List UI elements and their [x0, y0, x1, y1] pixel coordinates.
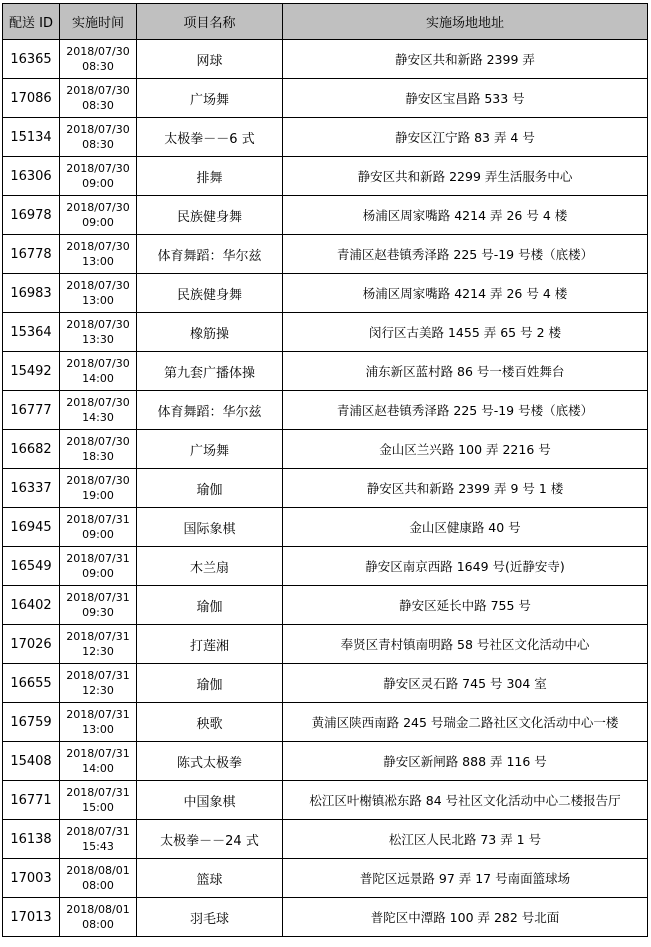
cell-time	[60, 352, 137, 391]
cell-address: 杨浦区周家嘴路 4214 弄 26 号 4 楼	[283, 274, 648, 313]
cell-name: 打莲湘	[137, 625, 283, 664]
cell-address: 松江区叶榭镇凇东路 84 号社区文化活动中心二楼报告厅	[283, 781, 648, 820]
table-row	[3, 157, 648, 196]
cell-name: 瑜伽	[137, 586, 283, 625]
cell-clock: 09:00	[82, 216, 114, 229]
cell-name: 体育舞蹈：华尔兹	[137, 235, 283, 274]
header-id: 配送 ID	[3, 4, 60, 40]
cell-date: 2018/07/30	[66, 318, 130, 331]
cell-clock: 08:30	[82, 60, 114, 73]
cell-address: 黄浦区陕西南路 245 号瑞金二路社区文化活动中心一楼	[283, 703, 648, 742]
table-row	[3, 40, 648, 79]
cell-name: 陈式太极拳	[137, 742, 283, 781]
cell-date: 2018/07/31	[66, 708, 130, 721]
table-row	[3, 820, 648, 859]
cell-clock: 14:00	[82, 372, 114, 385]
cell-address: 静安区共和新路 2399 弄	[283, 40, 648, 79]
cell-date: 2018/08/01	[66, 864, 130, 877]
cell-name: 体育舞蹈：华尔兹	[137, 391, 283, 430]
cell-clock: 12:30	[82, 684, 114, 697]
cell-time	[60, 391, 137, 430]
cell-name: 秧歌	[137, 703, 283, 742]
cell-date: 2018/07/31	[66, 825, 130, 838]
cell-date: 2018/07/31	[66, 786, 130, 799]
table-row	[3, 352, 648, 391]
table-row	[3, 274, 648, 313]
cell-clock: 13:00	[82, 255, 114, 268]
cell-address: 普陀区中潭路 100 弄 282 号北面	[283, 898, 648, 937]
cell-time	[60, 703, 137, 742]
cell-time	[60, 625, 137, 664]
cell-time	[60, 820, 137, 859]
cell-time	[60, 313, 137, 352]
cell-clock: 13:30	[82, 333, 114, 346]
cell-address: 闵行区古美路 1455 弄 65 号 2 楼	[283, 313, 648, 352]
cell-address: 青浦区赵巷镇秀泽路 225 号-19 号楼（底楼）	[283, 235, 648, 274]
cell-name: 羽毛球	[137, 898, 283, 937]
schedule-table	[2, 3, 648, 937]
table-row	[3, 196, 648, 235]
cell-name: 木兰扇	[137, 547, 283, 586]
cell-address: 静安区宝昌路 533 号	[283, 79, 648, 118]
cell-name: 太极拳－－6 式	[137, 118, 283, 157]
cell-id: 16682	[3, 430, 60, 469]
table-row	[3, 859, 648, 898]
cell-date: 2018/07/30	[66, 162, 130, 175]
cell-id: 16138	[3, 820, 60, 859]
cell-id: 17026	[3, 625, 60, 664]
cell-name: 国际象棋	[137, 508, 283, 547]
cell-id: 17086	[3, 79, 60, 118]
table-row	[3, 313, 648, 352]
cell-date: 2018/07/30	[66, 45, 130, 58]
cell-name: 网球	[137, 40, 283, 79]
cell-time	[60, 586, 137, 625]
cell-clock: 08:00	[82, 879, 114, 892]
cell-id: 16983	[3, 274, 60, 313]
cell-time	[60, 508, 137, 547]
cell-time	[60, 196, 137, 235]
cell-name: 第九套广播体操	[137, 352, 283, 391]
cell-time	[60, 235, 137, 274]
cell-clock: 09:00	[82, 177, 114, 190]
cell-address: 静安区灵石路 745 号 304 室	[283, 664, 648, 703]
cell-address: 静安区共和新路 2299 弄生活服务中心	[283, 157, 648, 196]
cell-date: 2018/07/31	[66, 552, 130, 565]
cell-date: 2018/07/30	[66, 435, 130, 448]
cell-name: 排舞	[137, 157, 283, 196]
cell-address: 松江区人民北路 73 弄 1 号	[283, 820, 648, 859]
cell-clock: 08:30	[82, 99, 114, 112]
cell-time	[60, 430, 137, 469]
cell-address: 金山区兰兴路 100 弄 2216 号	[283, 430, 648, 469]
cell-date: 2018/07/31	[66, 630, 130, 643]
cell-time	[60, 664, 137, 703]
header-row	[3, 4, 648, 40]
cell-time	[60, 898, 137, 937]
cell-date: 2018/07/30	[66, 123, 130, 136]
cell-id: 16771	[3, 781, 60, 820]
cell-address: 奉贤区青村镇南明路 58 号社区文化活动中心	[283, 625, 648, 664]
table-row	[3, 118, 648, 157]
cell-id: 16337	[3, 469, 60, 508]
cell-clock: 12:30	[82, 645, 114, 658]
cell-name: 广场舞	[137, 430, 283, 469]
cell-clock: 18:30	[82, 450, 114, 463]
cell-address: 青浦区赵巷镇秀泽路 225 号-19 号楼（底楼）	[283, 391, 648, 430]
table-row	[3, 235, 648, 274]
cell-time	[60, 781, 137, 820]
cell-address: 静安区延长中路 755 号	[283, 586, 648, 625]
cell-name: 民族健身舞	[137, 196, 283, 235]
table-row	[3, 898, 648, 937]
cell-clock: 08:30	[82, 138, 114, 151]
cell-id: 15364	[3, 313, 60, 352]
cell-date: 2018/07/31	[66, 747, 130, 760]
cell-time	[60, 274, 137, 313]
table-body	[3, 40, 648, 937]
cell-id: 16549	[3, 547, 60, 586]
cell-clock: 09:00	[82, 528, 114, 541]
cell-clock: 15:43	[82, 840, 114, 853]
cell-date: 2018/07/31	[66, 591, 130, 604]
header-name: 项目名称	[137, 4, 283, 40]
cell-id: 16778	[3, 235, 60, 274]
cell-name: 民族健身舞	[137, 274, 283, 313]
cell-address: 杨浦区周家嘴路 4214 弄 26 号 4 楼	[283, 196, 648, 235]
cell-date: 2018/07/30	[66, 240, 130, 253]
cell-clock: 09:00	[82, 567, 114, 580]
cell-time	[60, 40, 137, 79]
cell-time	[60, 547, 137, 586]
cell-time	[60, 157, 137, 196]
table-row	[3, 391, 648, 430]
cell-date: 2018/07/30	[66, 84, 130, 97]
table-row	[3, 469, 648, 508]
cell-id: 16655	[3, 664, 60, 703]
cell-clock: 13:00	[82, 723, 114, 736]
cell-name: 广场舞	[137, 79, 283, 118]
cell-id: 16978	[3, 196, 60, 235]
cell-id: 17013	[3, 898, 60, 937]
cell-date: 2018/07/30	[66, 201, 130, 214]
cell-address: 静安区共和新路 2399 弄 9 号 1 楼	[283, 469, 648, 508]
cell-clock: 19:00	[82, 489, 114, 502]
cell-address: 静安区新闸路 888 弄 116 号	[283, 742, 648, 781]
cell-time	[60, 742, 137, 781]
cell-id: 16945	[3, 508, 60, 547]
cell-id: 15408	[3, 742, 60, 781]
cell-date: 2018/07/30	[66, 396, 130, 409]
cell-date: 2018/08/01	[66, 903, 130, 916]
cell-clock: 14:00	[82, 762, 114, 775]
cell-id: 16759	[3, 703, 60, 742]
cell-id: 17003	[3, 859, 60, 898]
table-row	[3, 79, 648, 118]
cell-name: 太极拳－－24 式	[137, 820, 283, 859]
cell-address: 静安区江宁路 83 弄 4 号	[283, 118, 648, 157]
cell-clock: 09:30	[82, 606, 114, 619]
cell-date: 2018/07/30	[66, 474, 130, 487]
table-row	[3, 781, 648, 820]
cell-date: 2018/07/31	[66, 669, 130, 682]
cell-id: 16777	[3, 391, 60, 430]
cell-name: 瑜伽	[137, 664, 283, 703]
cell-id: 16365	[3, 40, 60, 79]
cell-name: 篮球	[137, 859, 283, 898]
cell-address: 浦东新区蓝村路 86 号一楼百姓舞台	[283, 352, 648, 391]
table-row	[3, 586, 648, 625]
cell-name: 中国象棋	[137, 781, 283, 820]
cell-address: 静安区南京西路 1649 号(近静安寺)	[283, 547, 648, 586]
cell-time	[60, 79, 137, 118]
table-row	[3, 625, 648, 664]
cell-address: 金山区健康路 40 号	[283, 508, 648, 547]
cell-time	[60, 118, 137, 157]
cell-date: 2018/07/31	[66, 513, 130, 526]
cell-clock: 15:00	[82, 801, 114, 814]
table-row	[3, 547, 648, 586]
table-row	[3, 703, 648, 742]
cell-time	[60, 469, 137, 508]
cell-time	[60, 859, 137, 898]
cell-id: 16402	[3, 586, 60, 625]
header-address: 实施场地地址	[283, 4, 648, 40]
cell-id: 16306	[3, 157, 60, 196]
cell-id: 15134	[3, 118, 60, 157]
table-row	[3, 508, 648, 547]
cell-date: 2018/07/30	[66, 279, 130, 292]
table-row	[3, 742, 648, 781]
table-row	[3, 664, 648, 703]
cell-name: 瑜伽	[137, 469, 283, 508]
cell-clock: 08:00	[82, 918, 114, 931]
cell-clock: 14:30	[82, 411, 114, 424]
cell-date: 2018/07/30	[66, 357, 130, 370]
header-time: 实施时间	[60, 4, 137, 40]
cell-id: 15492	[3, 352, 60, 391]
cell-address: 普陀区远景路 97 弄 17 号南面篮球场	[283, 859, 648, 898]
cell-name: 橡筋操	[137, 313, 283, 352]
cell-clock: 13:00	[82, 294, 114, 307]
table-row	[3, 430, 648, 469]
